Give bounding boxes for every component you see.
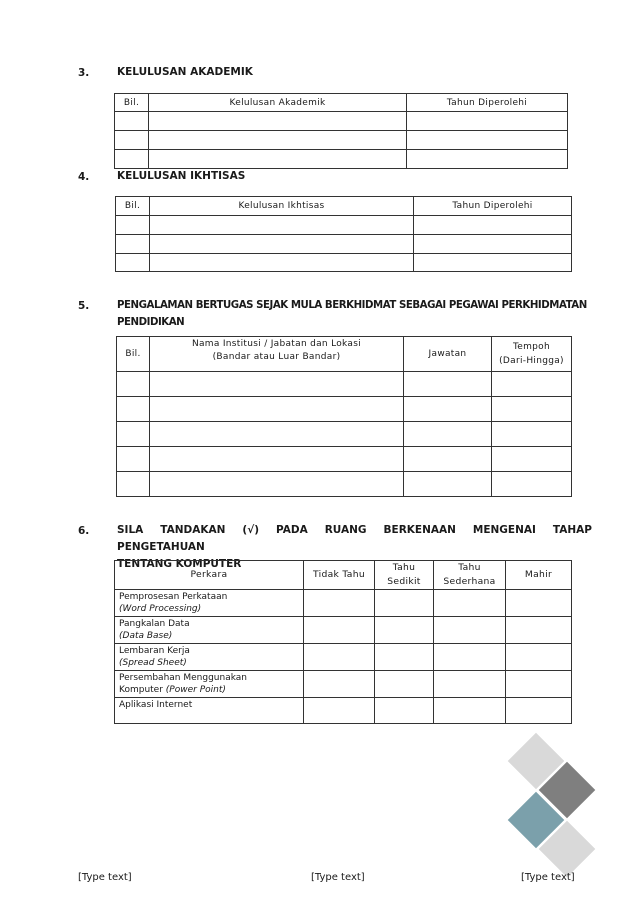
- cell-tahu-sedikit[interactable]: [375, 590, 434, 617]
- cell[interactable]: [115, 131, 149, 150]
- header-mahir: Mahir: [506, 561, 572, 590]
- row-label-line2: (Word Processing): [119, 604, 202, 614]
- cell[interactable]: [117, 447, 150, 472]
- cell-tahu-sederhana[interactable]: [434, 617, 506, 644]
- row-label-line2-plain: Komputer: [119, 685, 163, 695]
- header-tahu-sederhana: [434, 561, 506, 590]
- section-6-title-line2: TENTANG KOMPUTER: [117, 558, 242, 570]
- cell[interactable]: [150, 447, 404, 472]
- row-label-line1: Aplikasi Internet: [119, 700, 193, 710]
- cell-tidak-tahu[interactable]: [304, 698, 375, 724]
- section-6-title-line1: SILA TANDAKAN (√) PADA RUANG BERKENAAN MENGENAI TAHAP PENGETAHUAN: [117, 524, 592, 553]
- table-row: [115, 590, 572, 617]
- row-label-line2-italic: (Power Point): [165, 685, 226, 695]
- cell[interactable]: [414, 216, 572, 235]
- table-row: [117, 422, 572, 447]
- cell-mahir[interactable]: [506, 644, 572, 671]
- header-kelulusan-ikhtisas: Kelulusan Ikhtisas: [150, 197, 414, 216]
- cell-mahir[interactable]: [506, 590, 572, 617]
- header-jawatan: Jawatan: [404, 337, 492, 372]
- cell[interactable]: [116, 216, 150, 235]
- section-5-title-line1: PENGALAMAN BERTUGAS SEJAK MULA BERKHIDMAT SEBAGAI PEGAWAI PERKHIDMATAN: [117, 300, 587, 311]
- table-row: [116, 216, 572, 235]
- table-row: [115, 671, 572, 698]
- row-label-line2: [119, 684, 299, 696]
- header-tahun-diperolehi: Tahun Diperolehi: [414, 197, 572, 216]
- header-tempoh: [492, 337, 572, 372]
- cell[interactable]: [150, 422, 404, 447]
- section-5-title: [117, 297, 587, 331]
- cell[interactable]: [117, 397, 150, 422]
- cell-tahu-sederhana[interactable]: [434, 590, 506, 617]
- cell[interactable]: [150, 254, 414, 272]
- cell[interactable]: [149, 112, 407, 131]
- header-tahu-sederhana-line2: Sederhana: [443, 576, 496, 587]
- header-nama-institusi: [150, 337, 404, 372]
- table-row: [115, 150, 568, 169]
- table-row: [115, 644, 572, 671]
- header-tidak-tahu: Tidak Tahu: [304, 561, 375, 590]
- row-label: [115, 698, 304, 724]
- cell-tidak-tahu[interactable]: [304, 671, 375, 698]
- cell-mahir[interactable]: [506, 617, 572, 644]
- cell-tahu-sedikit[interactable]: [375, 698, 434, 724]
- row-label: [115, 617, 304, 644]
- cell-tahu-sedikit[interactable]: [375, 617, 434, 644]
- row-label-line1: Pemprosesan Perkataan: [119, 592, 228, 602]
- table-row: [117, 372, 572, 397]
- cell[interactable]: [149, 150, 407, 169]
- table-kelulusan-ikhtisas: [115, 196, 572, 272]
- cell-tahu-sedikit[interactable]: [375, 644, 434, 671]
- cell[interactable]: [404, 447, 492, 472]
- table-pengalaman-bertugas: [116, 336, 572, 497]
- table-row: [117, 472, 572, 497]
- footer-left: [Type text]: [78, 872, 132, 883]
- header-nama-institusi-line1: Nama Institusi / Jabatan dan Lokasi: [191, 339, 362, 349]
- section-6-number: 6.: [78, 525, 90, 537]
- section-5-number: 5.: [78, 300, 90, 312]
- cell[interactable]: [150, 235, 414, 254]
- row-label-line2: (Spread Sheet): [119, 658, 187, 668]
- cell[interactable]: [492, 397, 572, 422]
- cell[interactable]: [414, 254, 572, 272]
- cell[interactable]: [115, 112, 149, 131]
- row-label: [115, 644, 304, 671]
- cell[interactable]: [404, 372, 492, 397]
- cell[interactable]: [492, 422, 572, 447]
- section-4-title: KELULUSAN IKHTISAS: [117, 170, 246, 182]
- table-row: [117, 447, 572, 472]
- cell[interactable]: [150, 216, 414, 235]
- footer-center: [Type text]: [311, 872, 365, 883]
- table-row: [117, 397, 572, 422]
- cell[interactable]: [117, 372, 150, 397]
- cell[interactable]: [414, 235, 572, 254]
- header-tahu-sederhana-line1: Tahu: [458, 562, 481, 573]
- cell[interactable]: [150, 472, 404, 497]
- row-label-line1: Pangkalan Data: [119, 619, 190, 629]
- cell[interactable]: [407, 131, 568, 150]
- header-tahu-sedikit-line2: Sedikit: [387, 576, 421, 587]
- header-tahu-sedikit: [375, 561, 434, 590]
- cell[interactable]: [116, 235, 150, 254]
- cell-tahu-sederhana[interactable]: [434, 698, 506, 724]
- row-label: [115, 671, 304, 698]
- cell-tahu-sedikit[interactable]: [375, 671, 434, 698]
- cell-tidak-tahu[interactable]: [304, 617, 375, 644]
- table-tahap-pengetahuan-komputer: [114, 560, 572, 724]
- table-row: [115, 131, 568, 150]
- header-tahu-sedikit-line1: Tahu: [392, 562, 416, 573]
- cell[interactable]: [117, 422, 150, 447]
- row-label-line1: Persembahan Menggunakan: [119, 673, 247, 683]
- header-bil: Bil.: [116, 197, 150, 216]
- cell[interactable]: [492, 372, 572, 397]
- cell-tahu-sederhana[interactable]: [434, 644, 506, 671]
- cell[interactable]: [150, 372, 404, 397]
- cell[interactable]: [115, 150, 149, 169]
- header-bil: Bil.: [117, 337, 150, 372]
- footer-right: [Type text]: [521, 872, 575, 883]
- header-perkara: Perkara: [115, 561, 304, 590]
- header-bil: Bil.: [115, 94, 149, 112]
- cell[interactable]: [404, 397, 492, 422]
- header-tempoh-line2: (Dari-Hingga): [499, 356, 564, 366]
- header-tahun-diperolehi: Tahun Diperolehi: [407, 94, 568, 112]
- cell[interactable]: [492, 472, 572, 497]
- cell-mahir[interactable]: [506, 671, 572, 698]
- cell[interactable]: [117, 472, 150, 497]
- cell[interactable]: [116, 254, 150, 272]
- table-row: [115, 112, 568, 131]
- table-kelulusan-akademik: [114, 93, 568, 169]
- cell[interactable]: [407, 150, 568, 169]
- section-3-title: KELULUSAN AKADEMIK: [117, 66, 253, 78]
- cell-tidak-tahu[interactable]: [304, 644, 375, 671]
- cell[interactable]: [492, 447, 572, 472]
- section-5-title-line2: PENDIDIKAN: [117, 317, 185, 328]
- cell-mahir[interactable]: [506, 698, 572, 724]
- row-label-line1: Lembaran Kerja: [119, 646, 190, 656]
- cell[interactable]: [407, 112, 568, 131]
- table-row: [116, 235, 572, 254]
- table-row: [115, 698, 572, 724]
- row-label-line2: (Data Base): [119, 631, 173, 641]
- row-label: [115, 590, 304, 617]
- cell-tahu-sederhana[interactable]: [434, 671, 506, 698]
- cell[interactable]: [404, 422, 492, 447]
- header-nama-institusi-line2: (Bandar atau Luar Bandar): [212, 352, 341, 362]
- table-row: [115, 617, 572, 644]
- cell[interactable]: [150, 397, 404, 422]
- section-4-number: 4.: [78, 171, 90, 183]
- section-3-number: 3.: [78, 67, 90, 79]
- cell[interactable]: [149, 131, 407, 150]
- cell-tidak-tahu[interactable]: [304, 590, 375, 617]
- table-row: [116, 254, 572, 272]
- header-tempoh-line1: Tempoh: [513, 342, 550, 352]
- header-kelulusan-akademik: Kelulusan Akademik: [149, 94, 407, 112]
- cell[interactable]: [404, 472, 492, 497]
